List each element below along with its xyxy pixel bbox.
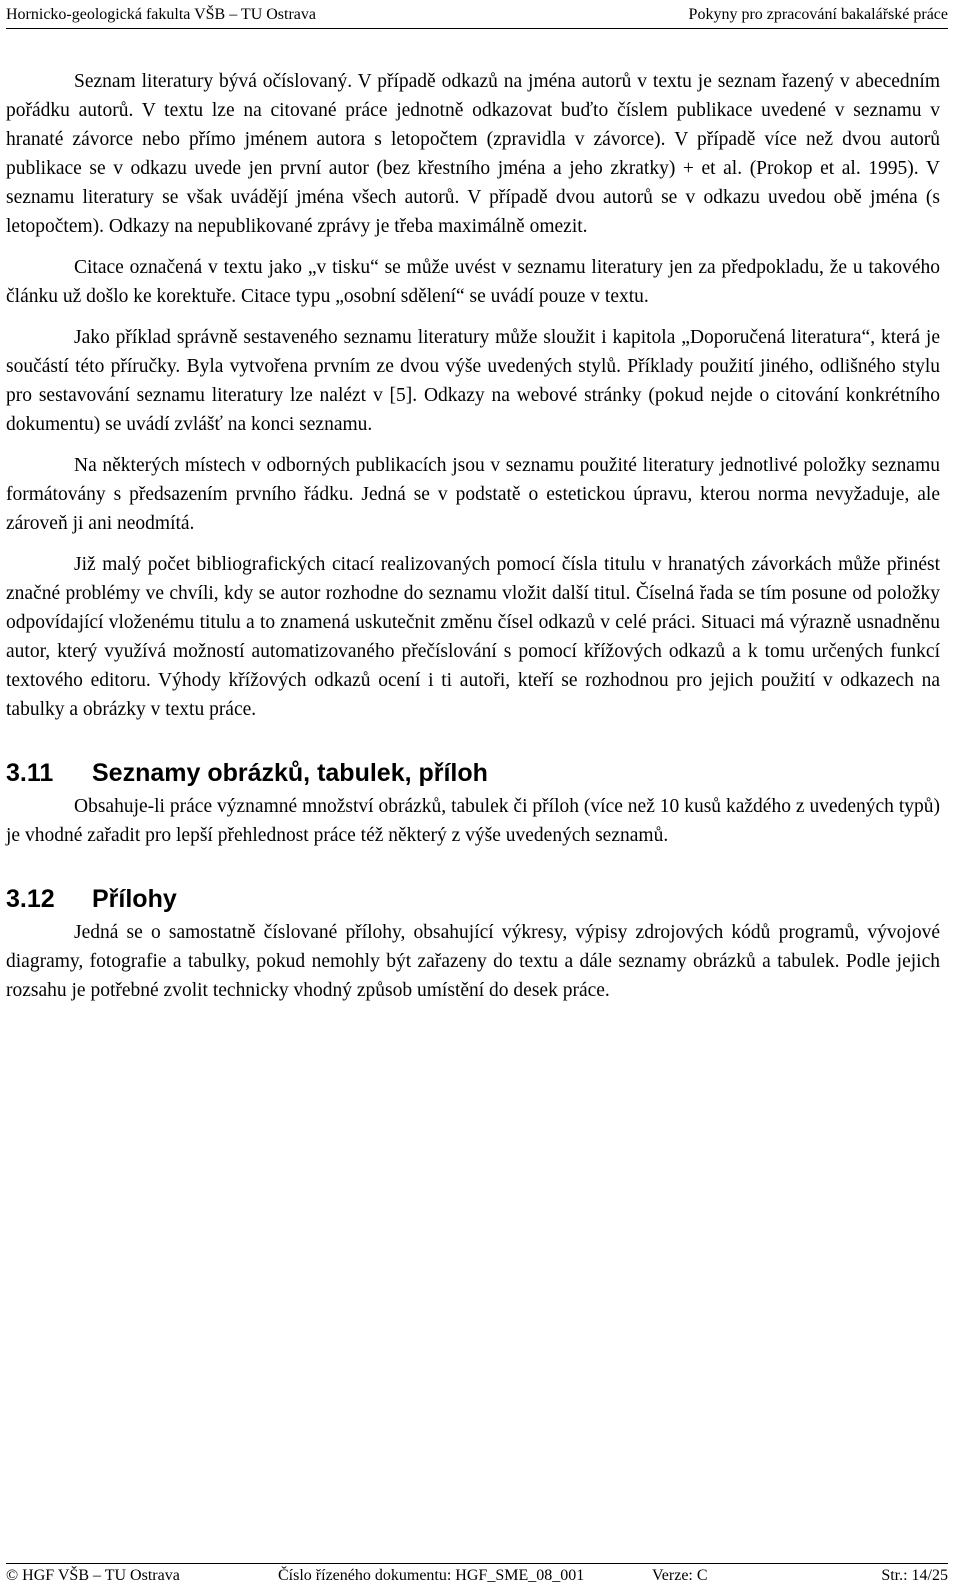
page-body xyxy=(6,67,940,1005)
header-document-title: Pokyny pro zpracování bakalářské práce xyxy=(688,6,948,23)
paragraph-lists-of-figures: Obsahuje-li práce významné množství obrázků, tabulek či příloh (více než 10 kusů každého z uvedených typů) je vhodné zařadit pro lepší přehlednost práce též některý z výše uvedených seznamů. xyxy=(6,796,940,846)
paragraph-in-press-citation: Citace označená v textu jako „v tisku“ se může uvést v seznamu literatury jen za předpokladu, že u takového článku už došlo ke korektuře. Citace typu „osobní sdělení“ se uvádí pouze v textu. xyxy=(6,257,940,307)
footer-page-number: Str.: 14/25 xyxy=(881,1567,948,1584)
footer-document-number: Číslo řízeného dokumentu: HGF_SME_08_001 xyxy=(278,1567,585,1584)
section-title: Přílohy xyxy=(92,885,177,913)
header-faculty: Hornicko-geologická fakulta VŠB – TU Ostrava xyxy=(6,6,317,23)
page-header xyxy=(6,4,948,29)
section-heading-3-11 xyxy=(6,756,940,790)
paragraph-appendices: Jedná se o samostatně číslované přílohy, obsahující výkresy, výpisy zdrojových kódů programů, vývojové diagramy, fotografie a tabulky, pokud nemohly být zařazeny do textu a dále seznamy obrázků a tabulek. Podle jejich rozsahu je potřebné zvolit technicky vhodný způsob umístění do desek práce. xyxy=(6,922,940,1001)
section-heading-3-12 xyxy=(6,882,940,916)
footer-copyright: © HGF VŠB – TU Ostrava xyxy=(6,1567,180,1584)
paragraph-example-list: Jako příklad správně sestaveného seznamu literatury může sloužit i kapitola „Doporučená literatura“, která je součástí této příručky. Byla vytvořena prvním ze dvou výše uvedených stylů. Příklady použití jiného, odlišného stylu pro sestavování seznamu literatury lze nalézt v [5]. Odkazy na webové stránky (pokud nejde o citování konkrétního dokumentu) se uvádí zvlášť na konci seznamu. xyxy=(6,327,940,435)
paragraph-hanging-indent: Na některých místech v odborných publikacích jsou v seznamu použité literatury jednotlivé položky seznamu formátovány s předsazením prvního řádku. Jedná se v podstatě o estetickou úpravu, kterou norma nevyžaduje, ale zároveň ji ani neodmítá. xyxy=(6,455,940,534)
section-number: 3.11 xyxy=(6,759,54,787)
paragraph-bibliography-numbering: Seznam literatury bývá očíslovaný. V případě odkazů na jména autorů v textu je seznam řazený v abecedním pořádku autorů. V textu lze na citované práce jednotně odkazovat buďto číslem publikace uvedené v seznamu v hranaté závorce nebo přímo jménem autora s letopočtem (zpravidla v závorce). V případě více než dvou autorů publikace se v odkazu uvede jen první autor (bez křestního jména a jeho zkratky) + et al. (Prokop et al. 1995). V seznamu literatury se však uvádějí jména všech autorů. V případě dvou autorů se v odkazu uvedou obě jména (s letopočtem). Odkazy na nepublikované zprávy je třeba maximálně omezit. xyxy=(6,71,940,237)
footer-version: Verze: C xyxy=(652,1567,708,1584)
section-number: 3.12 xyxy=(6,885,55,913)
section-title: Seznamy obrázků, tabulek, příloh xyxy=(92,759,488,787)
page-footer xyxy=(6,1563,948,1588)
paragraph-cross-references: Již malý počet bibliografických citací realizovaných pomocí čísla titulu v hranatých závorkách může přinést značné problémy ve chvíli, kdy se autor rozhodne do seznamu vložit další titul. Číselná řada se tím posune od položky odpovídající vloženému titulu a to znamená uskutečnit změnu čísel odkazů v celé práci. Situaci má výrazně usnadněnu autor, který využívá možností automatizovaného přečíslování s pomocí křížových odkazů a k tomu určených funkcí textového editoru. Výhody křížových odkazů ocení i ti autoři, kteří se rozhodnou pro jejich použití v odkazech na tabulky a obrázky v textu práce. xyxy=(6,554,940,720)
